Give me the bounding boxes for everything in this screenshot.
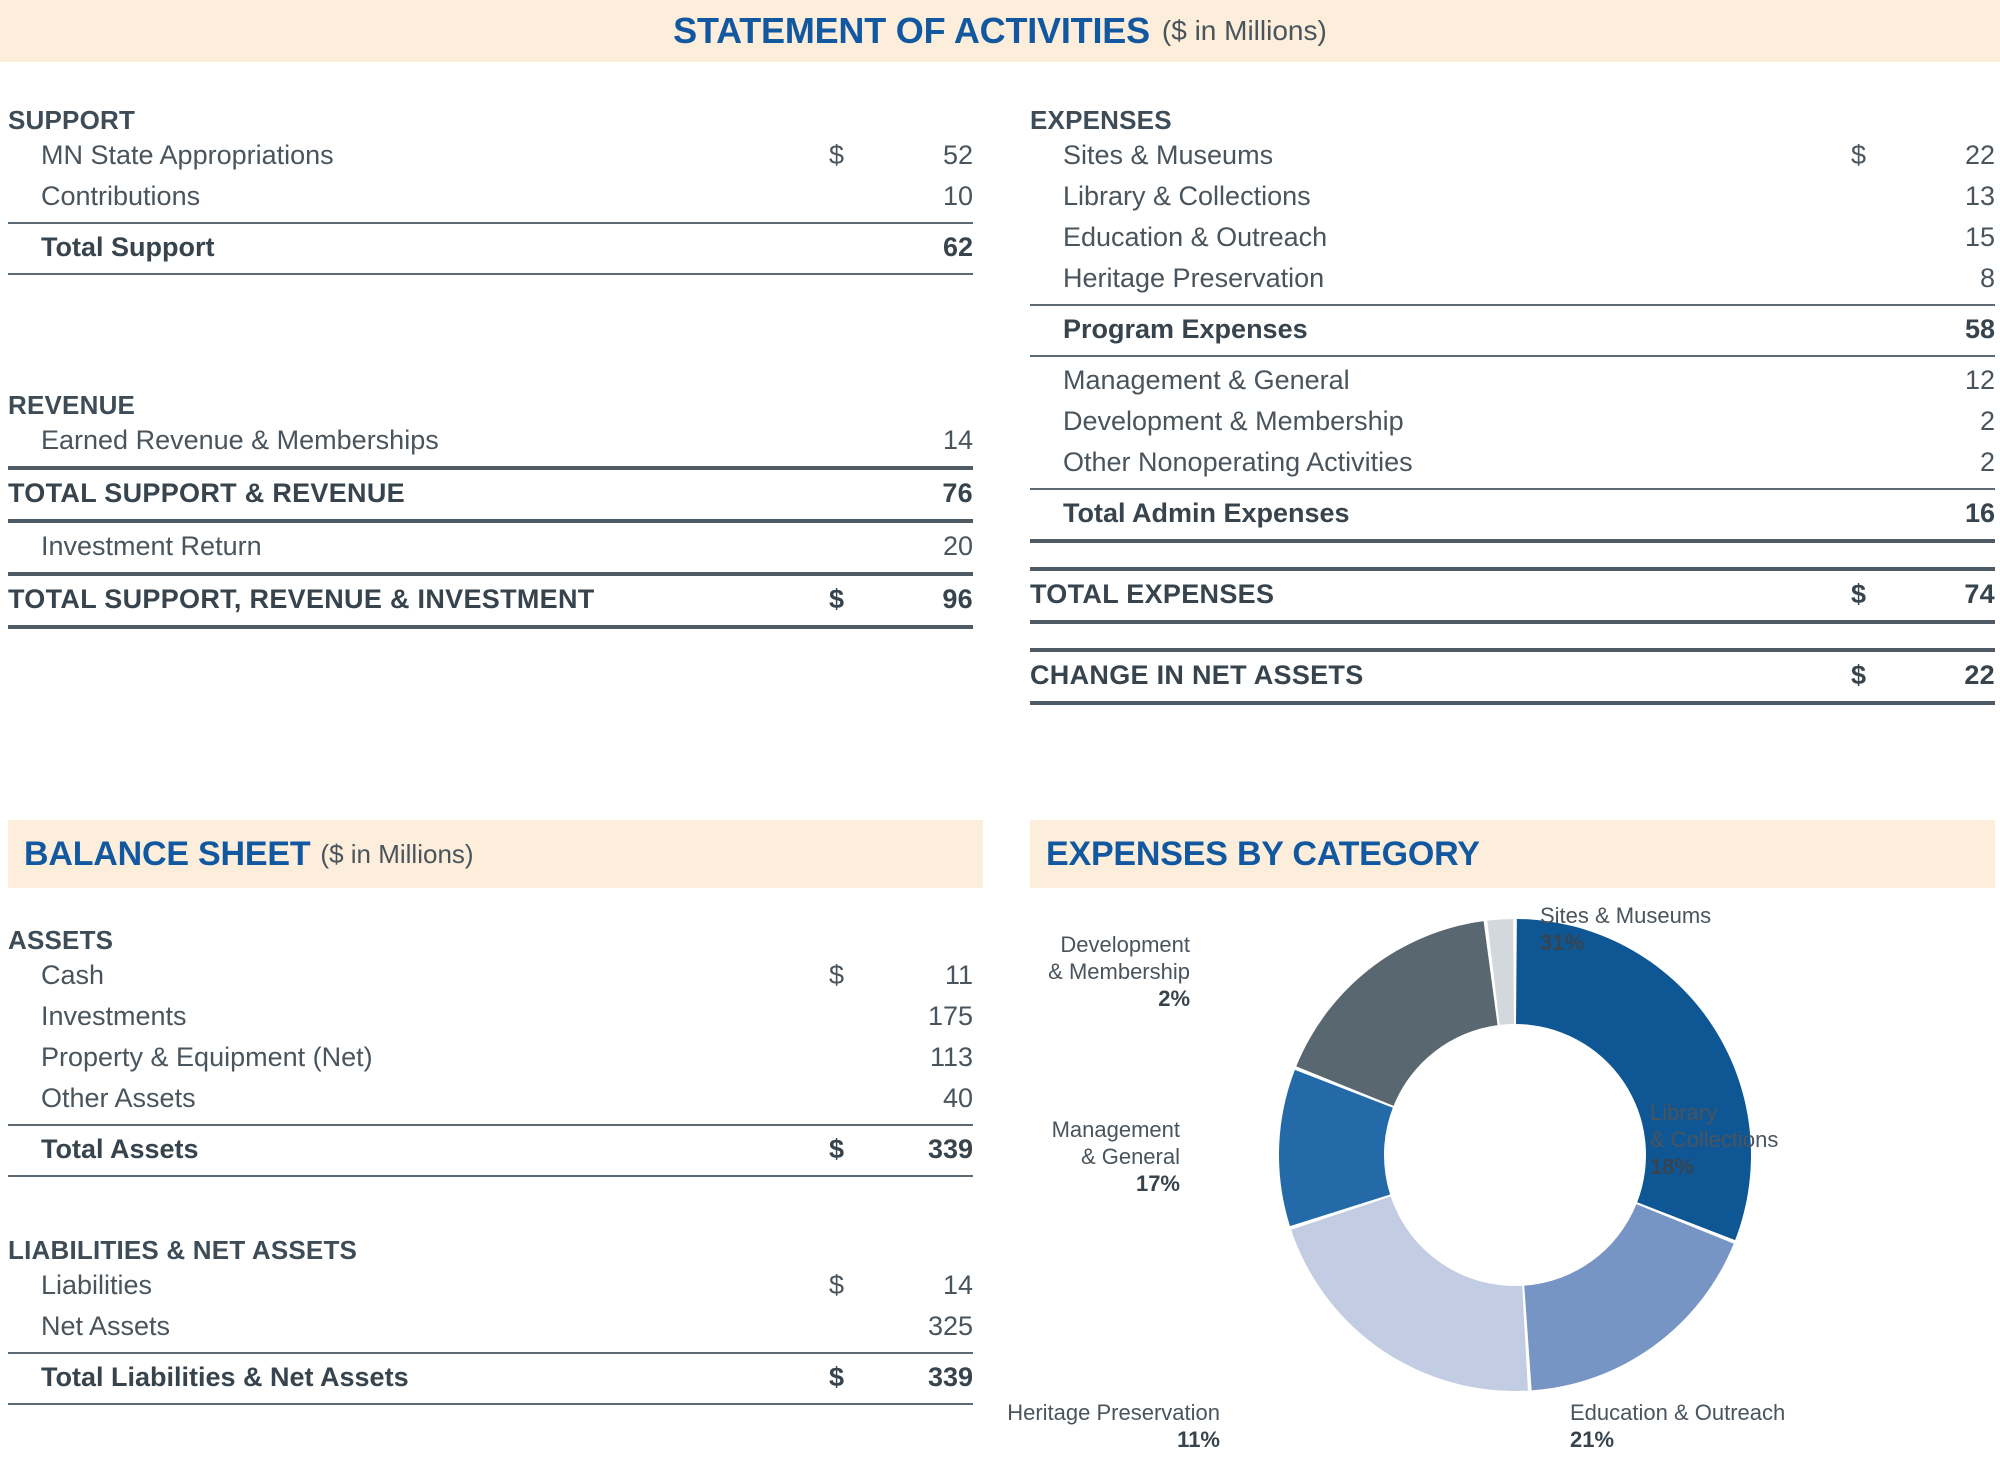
pie-label-percent: 11% [1177,1426,1220,1452]
row-label: Contributions [41,181,201,211]
row-label: TOTAL SUPPORT, REVENUE & INVESTMENT [8,584,595,614]
row-label: Investment Return [41,531,262,561]
pie-label-text: Management [1051,1117,1180,1142]
row-value: 22 [1964,140,1995,170]
pie-label-text: Development [1060,932,1190,957]
revenue-table [8,425,973,637]
pie-label-text-2: & Membership [1048,958,1190,984]
row-currency: $ [829,960,845,990]
rule-above-program-total [1030,304,1995,314]
total-liabilities-row [8,1362,973,1403]
table-row [1030,447,1995,488]
expenses-section [1030,105,1995,713]
row-value: 20 [942,531,973,561]
row-value: 13 [1964,181,1995,211]
rule-below-program-total [1030,355,1995,365]
pie-label-development-membership [860,932,1190,1012]
rule-above-total [8,222,973,232]
row-currency: $ [1851,579,1867,609]
table-row [1030,222,1995,263]
row-label: Other Nonoperating Activities [1063,447,1413,477]
pie-label-percent: 31% [1540,929,1585,955]
rule-above-total-expenses [1030,567,1995,579]
table-row [1030,181,1995,222]
row-label: Total Admin Expenses [1063,498,1350,528]
table-row [8,960,973,1001]
pie-label-management-general [850,1117,1180,1197]
row-value: 62 [942,232,973,262]
row-label: Property & Equipment (Net) [41,1042,373,1072]
table-row [1030,406,1995,447]
liabilities-section [8,1235,973,1413]
row-currency [829,478,881,519]
row-value: 10 [942,181,973,211]
row-currency [1851,222,1903,263]
row-currency [829,232,881,273]
row-currency [829,425,881,466]
row-currency: $ [829,1270,845,1300]
rule-below-total-expenses [1030,620,1995,632]
pie-label-percent: 18% [1650,1153,1695,1179]
row-value: 22 [1964,660,1995,690]
row-value: 339 [927,1134,973,1164]
row-value: 40 [942,1083,973,1113]
row-currency [829,1311,881,1352]
row-currency [1851,447,1903,488]
rule-above-total-support-revenue [8,466,973,478]
row-value: 8 [1979,263,1995,293]
rule-above-admin-total [1030,488,1995,498]
table-row [8,1311,973,1352]
row-value: 2 [1979,447,1995,477]
spacer [1030,632,1995,648]
rule-above-total-liabilities [8,1352,973,1362]
rule-below-total-support-revenue [8,519,973,531]
row-value: 175 [927,1001,973,1031]
revenue-heading: REVENUE [8,390,136,420]
expenses-by-category-title: EXPENSES BY CATEGORY [1046,834,1480,873]
statement-of-activities-subtitle: ($ in Millions) [1161,15,1327,46]
row-currency [829,531,881,572]
spacer [1030,551,1995,567]
rule-below-grand-total [8,625,973,637]
row-label: Total Liabilities & Net Assets [41,1362,409,1392]
row-value: 96 [942,584,973,614]
expenses-heading: EXPENSES [1030,105,1172,135]
table-row [8,181,973,222]
row-label: Total Support [41,232,215,262]
row-currency: $ [829,140,845,170]
row-currency [1851,314,1903,355]
table-row [1030,140,1995,181]
row-value: 52 [942,140,973,170]
row-currency [1851,181,1903,222]
expenses-by-category-banner [1030,820,1995,888]
table-row [8,1042,973,1083]
row-label: CHANGE IN NET ASSETS [1030,660,1364,690]
change-in-net-assets-row [1030,660,1995,701]
row-label: Total Assets [41,1134,199,1164]
row-label: Liabilities [41,1270,153,1300]
row-currency [1851,365,1903,406]
donut-slice [1524,1204,1733,1390]
expenses-donut-chart [1007,895,2000,1483]
row-value: 339 [927,1362,973,1392]
pie-label-percent: 17% [1135,1170,1180,1196]
liabilities-heading: LIABILITIES & NET ASSETS [8,1235,358,1265]
pie-label-percent: 21% [1570,1426,1615,1452]
row-value: 16 [1964,498,1995,528]
row-label: Education & Outreach [1063,222,1328,252]
row-currency: $ [1851,660,1867,690]
total-row [8,232,973,273]
rule-below-change-net-assets [1030,701,1995,713]
row-value: 14 [942,425,973,455]
statement-of-activities-title: STATEMENT OF ACTIVITIES [673,10,1150,51]
row-label: MN State Appropriations [41,140,334,170]
row-label: Earned Revenue & Memberships [41,425,439,455]
table-row [8,140,973,181]
table-row [1030,365,1995,406]
row-label: Library & Collections [1063,181,1311,211]
row-currency: $ [829,584,845,614]
row-label: Heritage Preservation [1063,263,1325,293]
donut-slice [1516,919,1751,1240]
row-label: Program Expenses [1063,314,1308,344]
pie-label-sites-museums [1540,903,1711,957]
liabilities-table [8,1270,973,1413]
pie-label-percent: 2% [1158,985,1190,1011]
row-currency: $ [1851,140,1867,170]
balance-sheet-title: BALANCE SHEET [24,834,311,873]
rule-below-total-assets [8,1175,973,1185]
row-label: TOTAL EXPENSES [1030,579,1275,609]
pie-label-text: Education & Outreach [1570,1400,1786,1425]
balance-sheet-banner [8,820,983,888]
row-value: 113 [929,1042,973,1072]
row-value: 325 [927,1311,973,1341]
row-currency [829,1042,881,1083]
pie-label-library-collections [1650,1100,1778,1180]
expenses-table [1030,140,1995,713]
investment-return-row [8,531,973,572]
pie-label-text-2: & Collections [1650,1126,1779,1152]
pie-label-heritage-preservation [800,1400,1220,1454]
pie-label-text-2: & General [1080,1143,1180,1169]
row-label: TOTAL SUPPORT & REVENUE [8,478,405,508]
pie-label-text: Library [1650,1100,1718,1125]
assets-section [8,925,973,1185]
row-value: 12 [1964,365,1995,395]
rule-above-grand-total [8,572,973,584]
row-currency [1851,263,1903,304]
total-support-revenue-row [8,478,973,519]
row-label: Other Assets [41,1083,196,1113]
row-value: 2 [1979,406,1995,436]
support-heading: SUPPORT [8,105,136,135]
row-value: 58 [1964,314,1995,344]
row-value: 14 [942,1270,973,1300]
pie-label-text: Sites & Museums [1540,903,1712,928]
row-label: Management & General [1063,365,1350,395]
rule-above-change-net-assets [1030,648,1995,660]
table-row [8,1001,973,1042]
rule-above-total-assets [8,1124,973,1134]
donut-slice [1296,921,1497,1106]
pie-label-education-outreach [1570,1400,1785,1454]
rule-below-total [8,273,973,283]
revenue-section [8,390,973,637]
admin-expenses-total-row [1030,498,1995,539]
grand-total-row [8,584,973,625]
pie-label-text: Heritage Preservation [1007,1400,1220,1425]
support-table [8,140,973,283]
assets-table [8,960,973,1185]
donut-slice [1291,1196,1528,1391]
balance-sheet-subtitle: ($ in Millions) [320,838,474,869]
row-label: Investments [41,1001,187,1031]
row-currency: $ [829,1362,845,1392]
support-section [8,105,973,283]
row-label: Net Assets [41,1311,171,1341]
row-value: 11 [944,960,973,990]
rule-below-admin-total [1030,539,1995,551]
row-label: Sites & Museums [1063,140,1274,170]
table-row [1030,263,1995,304]
row-currency [1851,498,1903,539]
statement-of-activities-banner [0,0,2000,62]
total-assets-row [8,1134,973,1175]
row-currency: $ [829,1134,845,1164]
row-value: 74 [1964,579,1995,609]
table-row [8,1270,973,1311]
row-value: 15 [1964,222,1995,252]
program-expenses-total-row [1030,314,1995,355]
table-row [8,1083,973,1124]
assets-heading: ASSETS [8,925,114,955]
table-row [8,425,973,466]
total-expenses-row [1030,579,1995,620]
row-value: 76 [942,478,973,508]
row-currency [829,181,881,222]
row-label: Development & Membership [1063,406,1404,436]
row-currency [1851,406,1903,447]
row-label: Cash [41,960,105,990]
